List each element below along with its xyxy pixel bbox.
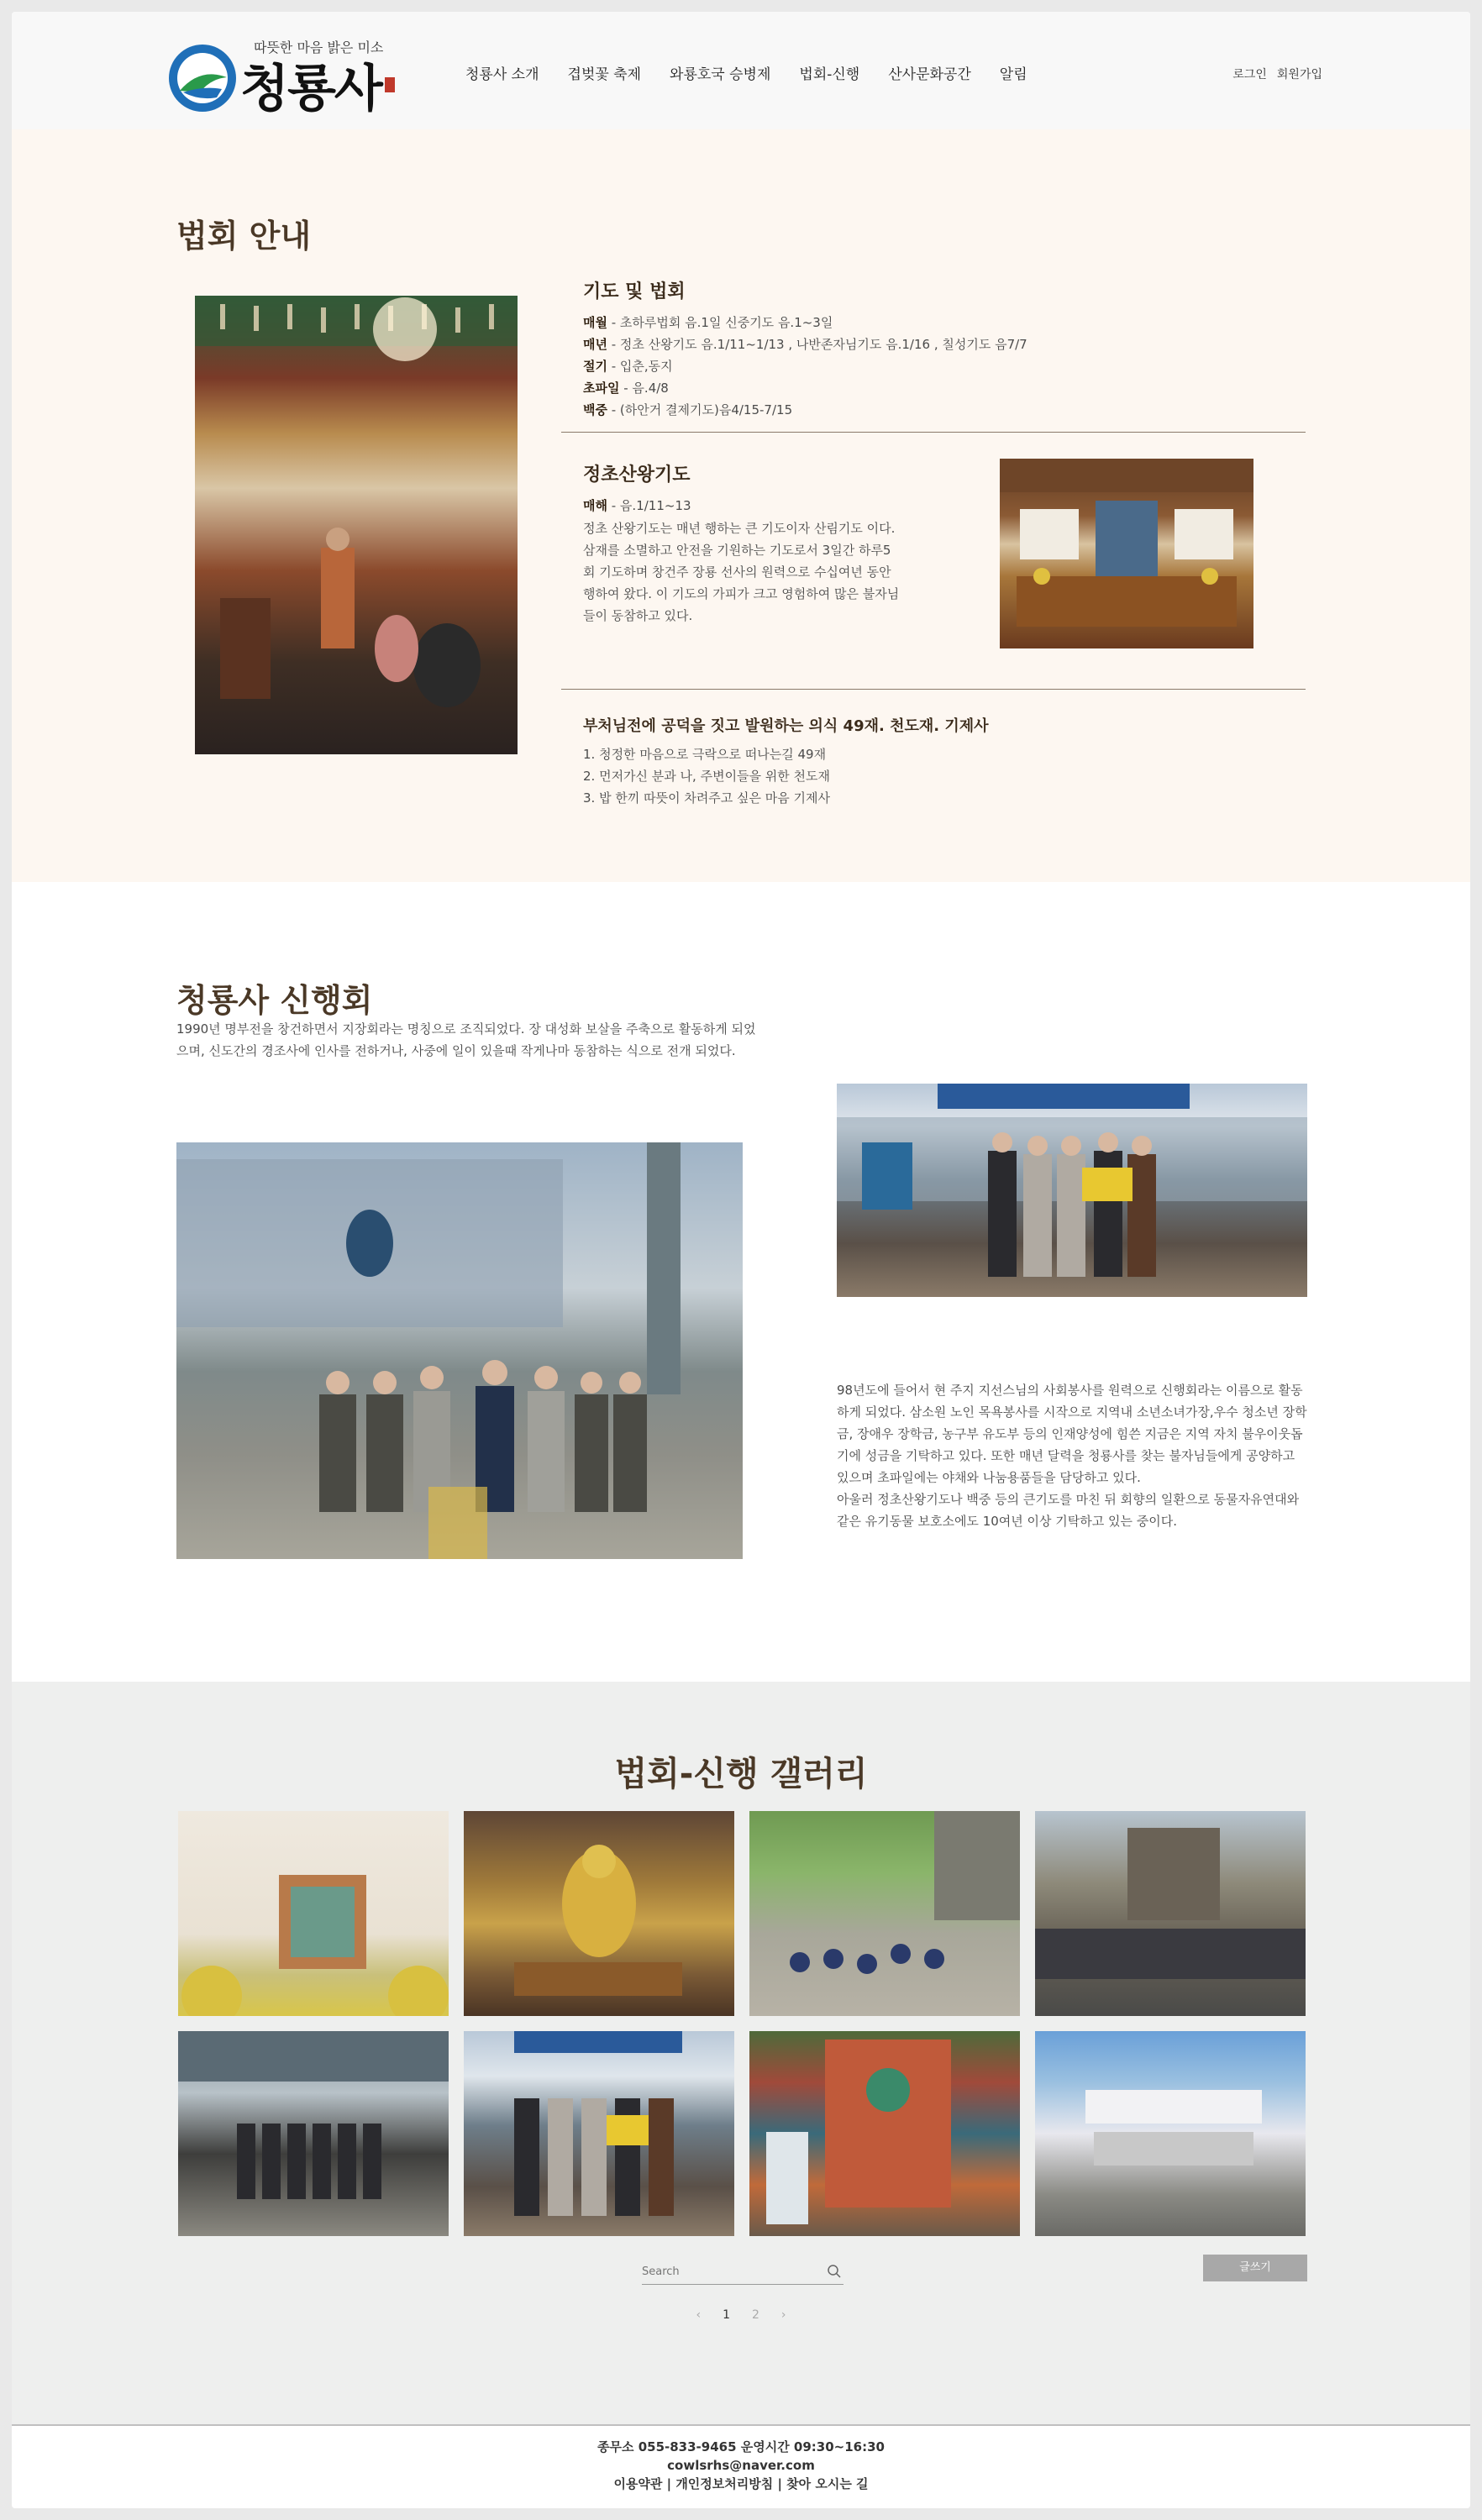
- site-footer: [12, 2424, 1470, 2508]
- gallery-section: [12, 1682, 1470, 2424]
- sinhaeng-desc-2: 아울러 정초산왕기도나 백중 등의 큰기도를 마친 뒤 회향의 일환으로 동물자유연대와 같은 유기동물 보호소에도 10여년 이상 기탁하고 있는 중이다.: [837, 1492, 1300, 1529]
- auth-links: [1232, 66, 1322, 82]
- logo-emblem-icon: [166, 42, 239, 114]
- prev-page-icon[interactable]: ‹: [696, 2308, 702, 2322]
- gallery-image-entrance-group: [178, 2031, 449, 2236]
- prayer-line-yearly: 매년 - 정초 산왕기도 음.1/11~1/13 , 나반존자님기도 음.1/16 , 칠성기도 음7/7: [583, 337, 1027, 352]
- footer-contact: 종무소 055-833-9465 운영시간 09:30~16:30: [597, 2439, 885, 2454]
- search-icon[interactable]: [827, 2264, 842, 2279]
- divider-2: [561, 689, 1306, 690]
- main-nav: [465, 62, 1027, 83]
- nav-item-festival[interactable]: 겹벚꽃 축제: [567, 66, 642, 83]
- gallery-image-pagoda-group: [1035, 1811, 1306, 2016]
- gallery-image-donation: [464, 2031, 734, 2236]
- nav-item-monk-soldier[interactable]: 와룡호국 승병제: [670, 66, 771, 83]
- beophoe-title: 법회 안내: [176, 218, 312, 255]
- prayer-line-baekjung: 백중 - (하안거 결제기도)음4/15-7/15: [583, 402, 793, 417]
- rites-item-3: 3. 밥 한끼 따뜻이 차려주고 싶은 마음 기제사: [583, 790, 831, 806]
- rites-item-2: 2. 먼저가신 분과 나, 주변이들을 위한 천도재: [583, 769, 831, 784]
- next-page-icon[interactable]: ›: [780, 2308, 786, 2322]
- gallery-image-buddha: [464, 1811, 734, 2016]
- nav-item-intro[interactable]: 청룡사 소개: [465, 66, 539, 83]
- nav-item-beophoe[interactable]: 법회-신행: [799, 66, 860, 83]
- divider-1: [561, 432, 1306, 433]
- rites-heading: 부처님전에 공덕을 짓고 발원하는 의식 49재. 천도재. 기제사: [583, 717, 989, 735]
- temple-ceremony-figures: [195, 296, 518, 754]
- gallery-image-picnic: [749, 1811, 1020, 2016]
- gallery-search: [642, 2260, 843, 2285]
- prayer-line-buddha-day: 초파일 - 음.4/8: [583, 381, 669, 396]
- altar-details: [1000, 459, 1253, 648]
- gallery-item[interactable]: [1035, 2031, 1306, 2236]
- write-button[interactable]: 글쓰기: [1203, 2255, 1307, 2281]
- gallery-item[interactable]: [464, 2031, 734, 2236]
- footer-email: cowlsrhs@naver.com: [667, 2458, 815, 2473]
- gallery-item[interactable]: [178, 2031, 449, 2236]
- sinhaeng-section: [12, 882, 1470, 1682]
- gallery-item[interactable]: [464, 1811, 734, 2016]
- gallery-item[interactable]: [749, 2031, 1020, 2236]
- gallery-image-thangka: [749, 2031, 1020, 2236]
- page-frame: [12, 12, 1470, 2508]
- beophoe-section: [12, 129, 1470, 882]
- gallery-image-portrait: [178, 1811, 449, 2016]
- pagination: [12, 2308, 1470, 2322]
- group-photo-figures: [176, 1142, 743, 1559]
- altar-photo: [1000, 459, 1253, 648]
- sinhaeng-desc-1: 98년도에 들어서 현 주지 지선스님의 사회봉사를 원력으로 신행회라는 이름으로 활동하게 되었다. 삼소원 노인 목욕봉사를 시작으로 지역내 소년소녀가장,우수 청소년 장학금, 장애우 장학금, 농구부 유도부 등의 인재양성에 힘쓴 지금은 지역 자치 불우이웃돕기에 성금을 기탁하고 있다. 또한 매년 달력을 청룡사를 찾는 불자님들에게 공양하고 있으며 초파일에는 야채와 나눔용품들을 담당하고 있다.: [837, 1383, 1307, 1485]
- logo-seal-icon: [385, 77, 395, 92]
- rites-item-1: 1. 청정한 마음으로 극락으로 떠나는길 49재: [583, 747, 827, 762]
- prayer-line-season: 절기 - 입춘,동지: [583, 359, 673, 374]
- site-header: [12, 12, 1470, 129]
- group-photo: [176, 1142, 743, 1559]
- gallery-item[interactable]: [178, 1811, 449, 2016]
- sanwang-date: 매해 - 음.1/11~13: [583, 498, 691, 513]
- nav-item-culture[interactable]: 산사문화공간: [888, 66, 971, 83]
- sinhaeng-title: 청룡사 신행회: [176, 982, 373, 1019]
- donation-photo: [837, 1084, 1307, 1297]
- sinhaeng-description: [837, 1379, 1307, 1532]
- gallery-item[interactable]: [749, 1811, 1020, 2016]
- search-input[interactable]: [642, 2261, 810, 2281]
- temple-ceremony-photo: [195, 296, 518, 754]
- logo-tagline: 따뜻한 마음 밝은 미소: [254, 39, 384, 55]
- gallery-image-tent-event: [1035, 2031, 1306, 2236]
- prayer-line-monthly: 매월 - 초하루법회 음.1일 신중기도 음.1~3일: [583, 315, 833, 330]
- sanwang-heading: 정초산왕기도: [583, 465, 691, 486]
- gallery-item[interactable]: [1035, 1811, 1306, 2016]
- login-link[interactable]: 로그인: [1232, 68, 1267, 81]
- prayer-heading: 기도 및 법회: [583, 281, 686, 302]
- page-link-1[interactable]: 1: [723, 2308, 730, 2322]
- sinhaeng-intro: 1990년 명부전을 창건하면서 지장회라는 명칭으로 조직되었다. 장 대성화 보살을 주축으로 활동하게 되었으며, 신도간의 경조사에 인사를 전하거나, 사중에 일이 있을때 작게나마 동참하는 식으로 전개 되었다.: [176, 1021, 756, 1058]
- signup-link[interactable]: 회원가입: [1276, 68, 1322, 81]
- footer-links[interactable]: 이용약관 | 개인정보처리방침 | 찾아 오시는 길: [613, 2476, 869, 2491]
- gallery-title: 법회-신행 갤러리: [614, 1755, 868, 1793]
- page-link-2[interactable]: 2: [752, 2308, 759, 2322]
- nav-item-notice[interactable]: 알림: [999, 66, 1027, 83]
- logo-name: 청룡사: [240, 60, 381, 118]
- donation-photo-figures: [837, 1084, 1307, 1297]
- sanwang-description: 정초 산왕기도는 매년 행하는 큰 기도이자 산림기도 이다. 삼재를 소멸하고 안전을 기원하는 기도로서 3일간 하루5회 기도하며 창건주 장룡 선사의 원력으로 수십여년 동안 행하여 왔다. 이 기도의 가피가 크고 영험하여 많은 불자님들이 동참하고 있다.: [583, 521, 900, 623]
- site-logo[interactable]: [166, 25, 402, 118]
